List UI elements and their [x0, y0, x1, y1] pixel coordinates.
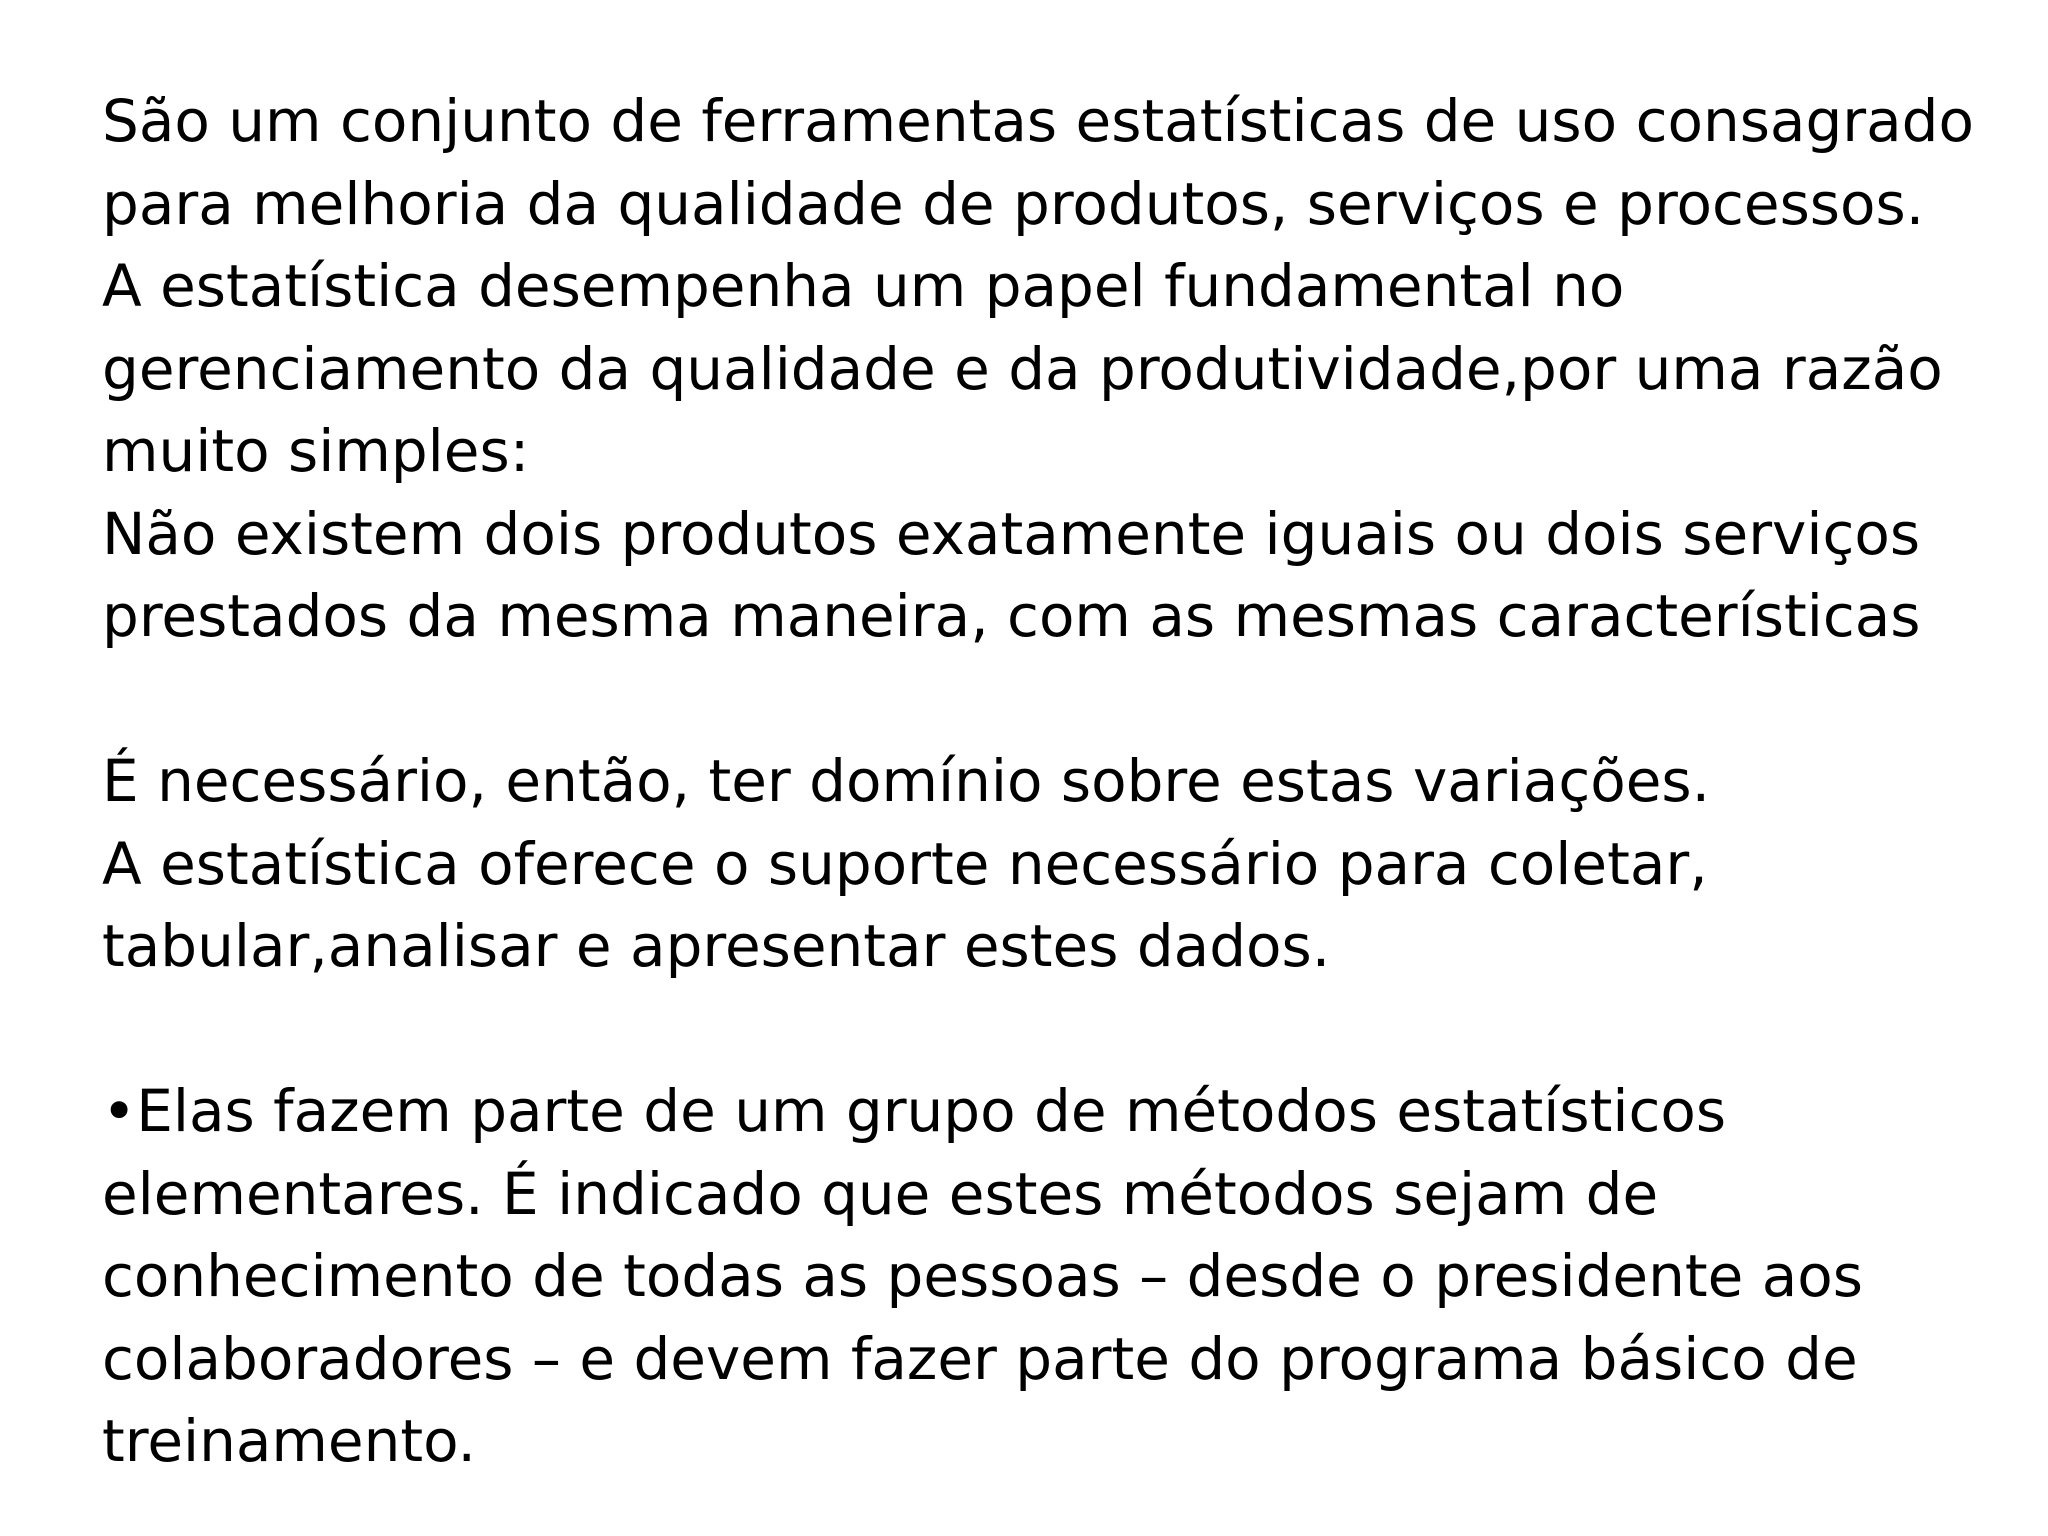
text-line: A estatística oferece o suporte necessário para coletar,	[102, 829, 1708, 898]
text-line: muito simples:	[102, 417, 530, 485]
text-line: conhecimento de todas as pessoas – desde o presidente aos	[102, 1242, 1863, 1310]
text-line: gerenciamento da qualidade e da produtividade,por uma razão	[102, 334, 1943, 403]
text-line: colaboradores – e devem fazer parte do programa básico de	[102, 1324, 1858, 1393]
text-line: São um conjunto de ferramentas estatísticas de uso consagrado	[102, 87, 1974, 155]
bullet-text-line: •Elas fazem parte de um grupo de métodos estatísticos	[102, 1077, 1727, 1145]
blank-line	[102, 988, 2002, 1071]
blank-line	[102, 658, 2002, 741]
text-line: É necessário, então, ter domínio sobre estas variações.	[102, 747, 1711, 815]
text-line: prestados da mesma maneira, com as mesmas características	[102, 582, 1921, 650]
text-line: treinamento.	[102, 1407, 476, 1475]
text-line: A estatística desempenha um papel fundamental no	[102, 252, 1625, 320]
text-line: elementares. É indicado que estes métodos sejam de	[102, 1159, 1659, 1228]
text-line: Não existem dois produtos exatamente iguais ou dois serviços	[102, 499, 1921, 568]
text-line: tabular,analisar e apresentar estes dados.	[102, 912, 1331, 980]
text-line: para melhoria da qualidade de produtos, serviços e processos.	[102, 169, 1925, 238]
slide-text-body	[102, 80, 2002, 1483]
